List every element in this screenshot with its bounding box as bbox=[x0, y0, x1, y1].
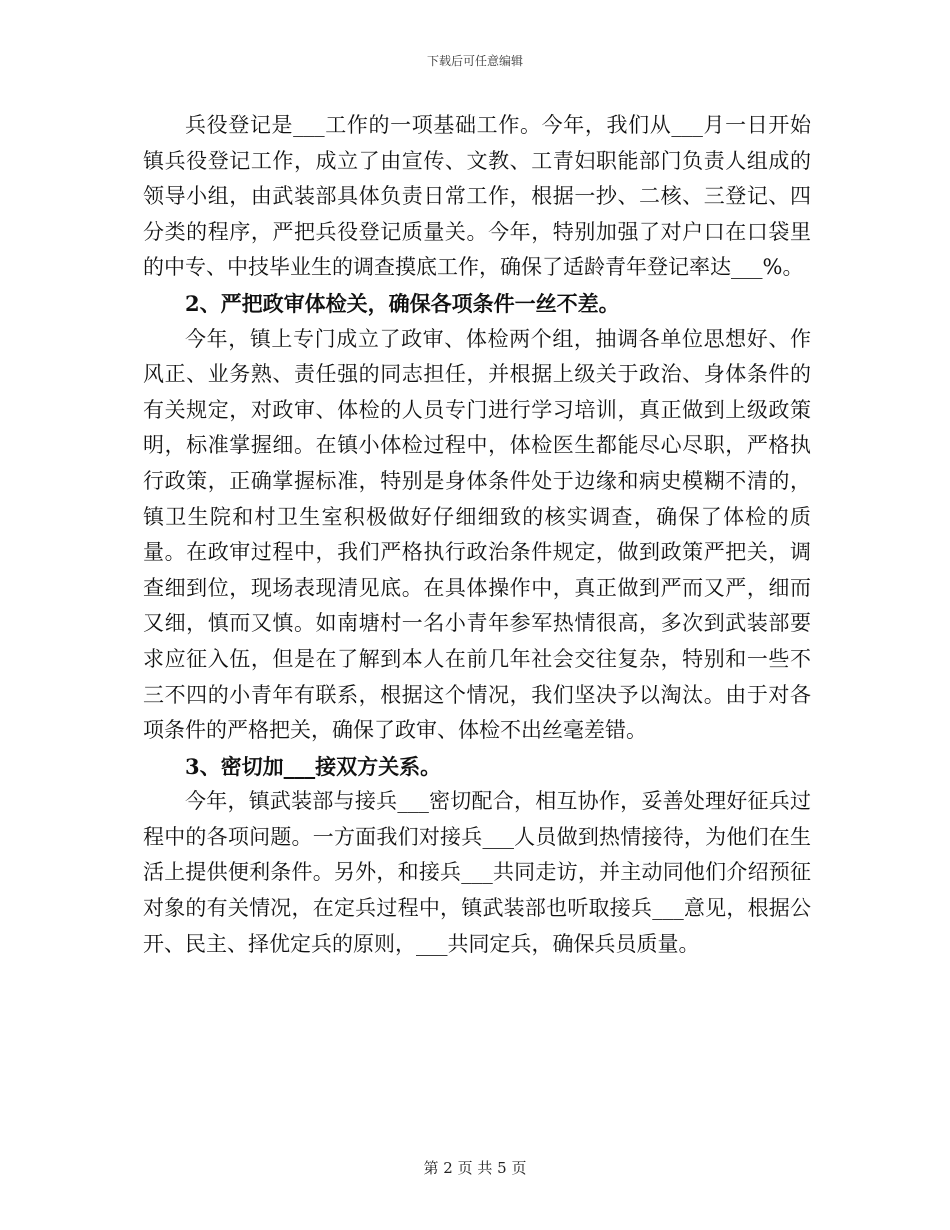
section-heading-2: 2、严把政审体检关，确保各项条件一丝不差。 bbox=[185, 290, 620, 316]
paragraph-review-physical: 今年，镇上专门成立了政审、体检两个组，抽调各单位思想好、作风正、业务熟、责任强的同志担任，并根据上级关于政治、身体条件的有关规定，对政审、体检的人员专门进行学习培训，真正做到上级政策明，标准掌握细。在镇小体检过程中，体检医生都能尽心尽职，严格执行政策，正确掌握标准，特别是身体条件处于边缘和病史模糊不清的，镇卫生院和村卫生室积极做好仔细细致的核实调查，确保了体检的质量。在政审过程中，我们严格执行政治条件规定，做到政策严把关，调查细到位，现场表现清见底。在具体操作中，真正做到严而又严，细而又细，慎而又慎。如南塘村一名小青年参军热情很高，多次到武装部要求应征入伍，但是在了解到本人在前几年社会交往复杂，特别和一些不三不四的小青年有联系，根据这个情况，我们坚决予以淘汰。由于对各项条件的严格把关，确保了政审、体检不出丝毫差错。 bbox=[143, 326, 811, 743]
paragraph-registration: 兵役登记是___工作的一项基础工作。今年，我们从___月一日开始镇兵役登记工作，成立了由宣传、文教、工青妇职能部门负责人组成的领导小组，由武装部具体负责日常工作，根据一抄、二核、三登记、四分类的程序，严把兵役登记质量关。今年，特别加强了对户口在口袋里的中专、中技毕业生的调查摸底工作，确保了适龄青年登记率达___%。 bbox=[143, 113, 811, 280]
paragraph-cooperation: 今年，镇武装部与接兵___密切配合，相互协作，妥善处理好征兵过程中的各项问题。一方面我们对接兵___人员做到热情接待，为他们在生活上提供便利条件。另外，和接兵___共同走访，并主动同他们介绍预征对象的有关情况，在定兵过程中，镇武装部也听取接兵___意见，根据公开、民主、择优定兵的原则，___共同定兵，确保兵员质量。 bbox=[143, 789, 811, 956]
page-header: 下载后可任意编辑 bbox=[426, 54, 523, 68]
section-heading-3: 3、密切加___接双方关系。 bbox=[185, 753, 442, 779]
page-number: 第 2 页 共 5 页 bbox=[423, 1159, 527, 1177]
document-body bbox=[143, 108, 811, 962]
